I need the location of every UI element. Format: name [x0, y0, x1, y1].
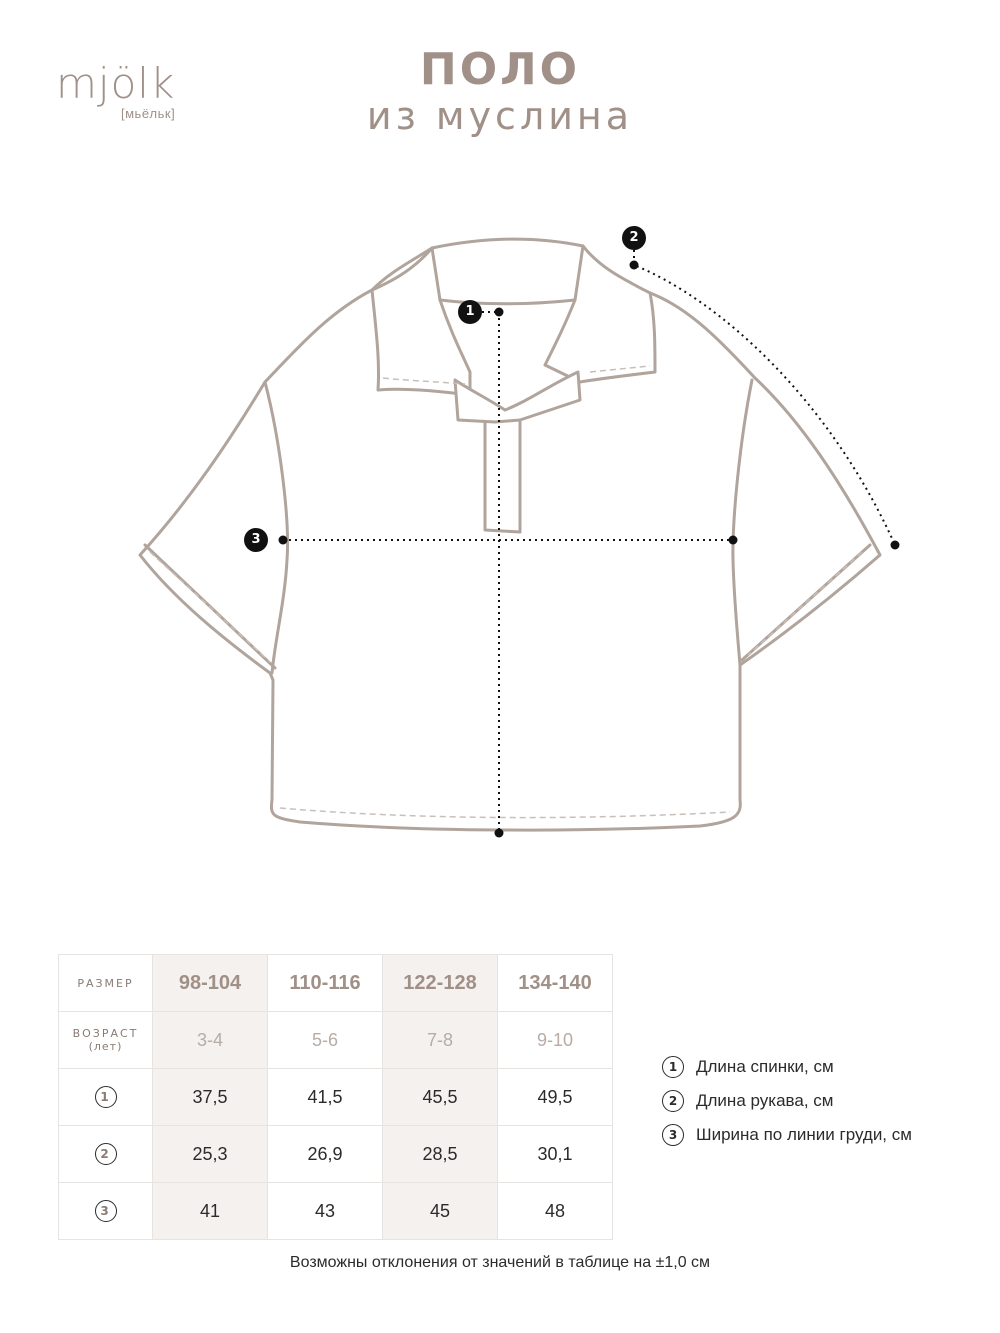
age-cell: 7-8	[383, 1012, 498, 1069]
measurement-legend	[662, 1050, 912, 1152]
legend-item	[662, 1118, 912, 1152]
marker-1: 1	[458, 300, 482, 324]
title-line-1: ПОЛО	[419, 44, 581, 95]
table-row-size	[59, 955, 613, 1012]
size-cell: 122-128	[383, 955, 498, 1012]
legend-item	[662, 1050, 912, 1084]
size-cell: 110-116	[268, 955, 383, 1012]
value-cell: 45,5	[383, 1069, 498, 1126]
legend-marker: 2	[662, 1090, 684, 1112]
value-cell: 49,5	[498, 1069, 613, 1126]
legend-label: Длина рукава, см	[696, 1091, 834, 1110]
row-marker: 1	[95, 1086, 117, 1108]
size-table	[58, 954, 613, 1240]
legend-marker: 3	[662, 1124, 684, 1146]
value-cell: 28,5	[383, 1126, 498, 1183]
title-line-2: из муслина	[366, 94, 634, 138]
age-label: ВОЗРАСТ	[72, 1027, 139, 1040]
age-unit: (лет)	[88, 1040, 123, 1053]
size-label: РАЗМЕР	[59, 955, 153, 1012]
row-marker-cell	[59, 1126, 153, 1183]
legend-label: Ширина по линии груди, см	[696, 1125, 912, 1144]
table-row-age	[59, 1012, 613, 1069]
row-marker: 2	[95, 1143, 117, 1165]
table-row-measure-2	[59, 1126, 613, 1183]
value-cell: 26,9	[268, 1126, 383, 1183]
table-row-measure-3	[59, 1183, 613, 1240]
value-cell: 30,1	[498, 1126, 613, 1183]
table-row-measure-1	[59, 1069, 613, 1126]
value-cell: 43	[268, 1183, 383, 1240]
placket	[485, 420, 520, 532]
brand-name: mjölk	[56, 59, 176, 108]
age-cell: 9-10	[498, 1012, 613, 1069]
size-cell: 98-104	[153, 955, 268, 1012]
legend-label: Длина спинки, см	[696, 1057, 834, 1076]
age-label-cell	[59, 1012, 153, 1069]
value-cell: 37,5	[153, 1069, 268, 1126]
age-cell: 5-6	[268, 1012, 383, 1069]
legend-marker: 1	[662, 1056, 684, 1078]
row-marker: 3	[95, 1200, 117, 1222]
marker-2: 2	[622, 226, 646, 250]
size-cell: 134-140	[498, 955, 613, 1012]
value-cell: 41	[153, 1183, 268, 1240]
brand-subtitle: [мьёльк]	[121, 106, 176, 121]
row-marker-cell	[59, 1069, 153, 1126]
marker-3: 3	[244, 528, 268, 552]
tolerance-note: Возможны отклонения от значений в таблице на ±1,0 см	[289, 1254, 711, 1271]
value-cell: 41,5	[268, 1069, 383, 1126]
legend-item	[662, 1084, 912, 1118]
row-marker-cell	[59, 1183, 153, 1240]
value-cell: 48	[498, 1183, 613, 1240]
age-cell: 3-4	[153, 1012, 268, 1069]
value-cell: 45	[383, 1183, 498, 1240]
value-cell: 25,3	[153, 1126, 268, 1183]
